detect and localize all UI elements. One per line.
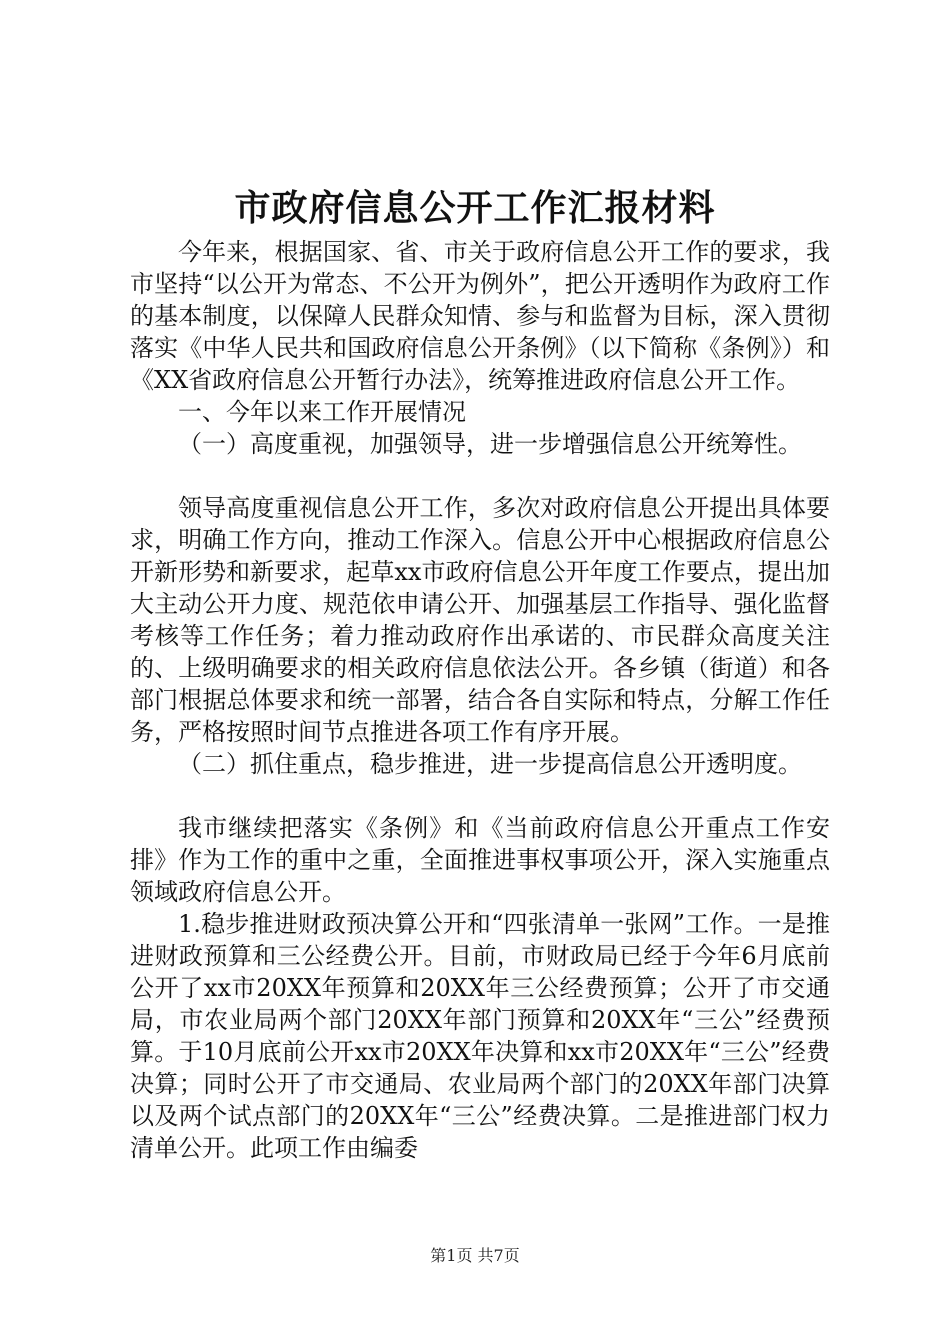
- subsection-heading-1: （一）高度重视，加强领导，进一步增强信息公开统筹性。: [178, 430, 802, 458]
- section-heading: 一、今年以来工作开展情况: [178, 398, 466, 426]
- subsection-body-1: 领导高度重视信息公开工作，多次对政府信息公开提出具体要求，明确工作方向，推动工作深入。信息公开中心根据政府信息公开新形势和新要求，起草xx市政府信息公开年度工作要点，提出加大主动公开力度、规范依申请公开、加强基层工作指导、强化监督考核等工作任务；着力推动政府作出承诺的、市民群众高度关注的、上级明确要求的相关政府信息依法公开。各乡镇（街道）和各部门根据总体要求和统一部署，结合各自实际和特点，分解工作任务，严格按照时间节点推进各项工作有序开展。: [130, 494, 830, 746]
- subsection-body-2: 我市继续把落实《条例》和《当前政府信息公开重点工作安排》作为工作的重中之重，全面推进事权事项公开，深入实施重点领域政府信息公开。: [130, 814, 830, 906]
- document-body: [130, 236, 830, 1164]
- page-number-footer: 第1页 共7页: [430, 1246, 520, 1265]
- blank-line: [130, 780, 830, 812]
- intro-paragraph: 今年来，根据国家、省、市关于政府信息公开工作的要求，我市坚持“以公开为常态、不公开为例外”，把公开透明作为政府工作的基本制度，以保障人民群众知情、参与和监督为目标，深入贯彻落实《中华人民共和国政府信息公开条例》（以下简称《条例》）和《XX省政府信息公开暂行办法》，统筹推进政府信息公开工作。: [130, 238, 830, 394]
- subsection-heading-2: （二）抓住重点，稳步推进，进一步提高信息公开透明度。: [178, 750, 802, 778]
- document-title: 市政府信息公开工作汇报材料: [234, 187, 716, 229]
- blank-line: [130, 460, 830, 492]
- list-item-1: 1.稳步推进财政预决算公开和“四张清单一张网”工作。一是推进财政预算和三公经费公开。目前，市财政局已经于今年6月底前公开了xx市20XX年预算和20XX年三公经费预算；公开了市交通局，市农业局两个部门20XX年部门预算和20XX年“三公”经费预算。于10月底前公开xx市20XX年决算和xx市20XX年“三公”经费决算；同时公开了市交通局、农业局两个部门的20XX年部门决算以及两个试点部门的20XX年“三公”经费决算。二是推进部门权力清单公开。此项工作由编委: [130, 910, 830, 1162]
